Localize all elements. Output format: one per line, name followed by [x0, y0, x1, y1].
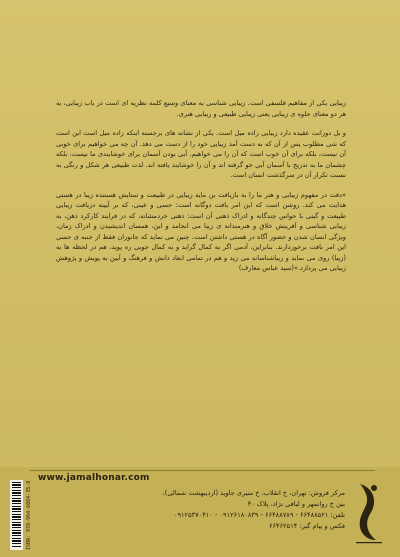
- blurb-paragraph-1: زیبایی یکی از مفاهیم فلسفی است. زیبایی شناسی به معنای وسیع کلمه نظریه ای است در باب زیبایی، به هر دو معنای جلوه ی زیبایی یعنی زیبایی طبیعی و زیبایی هنری.: [56, 99, 346, 118]
- publisher-logo-icon: [352, 478, 386, 548]
- publisher-logo-svg: [352, 478, 386, 548]
- publisher-website[interactable]: www.jamalhonar.com: [38, 473, 150, 483]
- isbn-label: ISBN: 978-964-6084-35-8: [26, 480, 32, 550]
- contact-phone: تلفن: ۶۶۴۸۸۵۲۱ - ۶۶۴۸۸۷۸۹ - ۰۹۱۲۶۱۸۰۸۳۹ - ۰۹۱۲۵۳۷۰۴۱۰: [173, 511, 345, 519]
- publisher-contact: [120, 488, 345, 532]
- blurb-text: [56, 98, 346, 283]
- barcode: [10, 480, 23, 550]
- barcode-bars: [12, 482, 21, 548]
- blurb-paragraph-3: «دقت در مفهوم زیبایی و هنر ما را به بازیافت بن مایه زیبایی در طبیعت و ستایش هستنده زیبا در هستی هدایت می کند. روشن است که این امر بافت دوگانه است: حسی و عینی، که بر آیینه دریافت زیبایی طبیعت و گیتی با حواس چندگانه و ادراک ذهنی آن است: ذهنی خردمشانه، که در فرایند کارکرد ذهن، به زیبایی شناسی و آفرینش خلاق و هنرمندانه ی زیبا می انجامد و این، همسان اندیشیدن و ادراک زمان، ویژگی انسان شدن و حضور آگاه در هستی داشتن است. چنین می نماید که جانوران فقط از جنبه ی حسی این امر بافت برخوردارند. بنابراین، آدمی اگر به کمال گراید و به کمال جویی ره پوید، هم در لحظه ها به (زیبا) روی می نماید و زیباشناسانه می زید و هم در تمامی ابعاد دانش و فرهنگ و آیین به پویش و پژوهش زیبایی می پردازد.»(سید عباس معارف): [56, 190, 346, 272]
- contact-address-2: بین خ روانمهر و لبافی نژاد، پلاک ۴۰: [247, 500, 345, 508]
- blurb-paragraph-2: و بل دورانت عقیده دارد زیبایی زاده میل است. یکی از نشانه های برجسته اینکه زاده میل است این است که شی مطلوب پس از آن که به دست آمد زیبایی خود را از دست می دهد. آن چه می خواهیم برای خوبی آن نیست، بلکه برای آن خوب است که آن را می خواهیم. آبی بودن آسمان برای خوشایندی ما نیست، بلکه چشمان ما به تدریج با آسمان آبی خو گرفته اند و آن را خوشایند یافته اند. لذت طبیعی هر شکل و رنگی به نسبت تکرار آن در سرگذشت انسان است.: [56, 129, 346, 179]
- contact-address-1: مرکز فروش: تهران، خ انقلاب، خ منیری جاوید (اردیبهشت شمالی)،: [162, 489, 345, 497]
- footer-divider: [30, 470, 375, 471]
- contact-fax: فکس و پیام گیر: ۶۶۴۶۲۵۱۴: [268, 522, 345, 530]
